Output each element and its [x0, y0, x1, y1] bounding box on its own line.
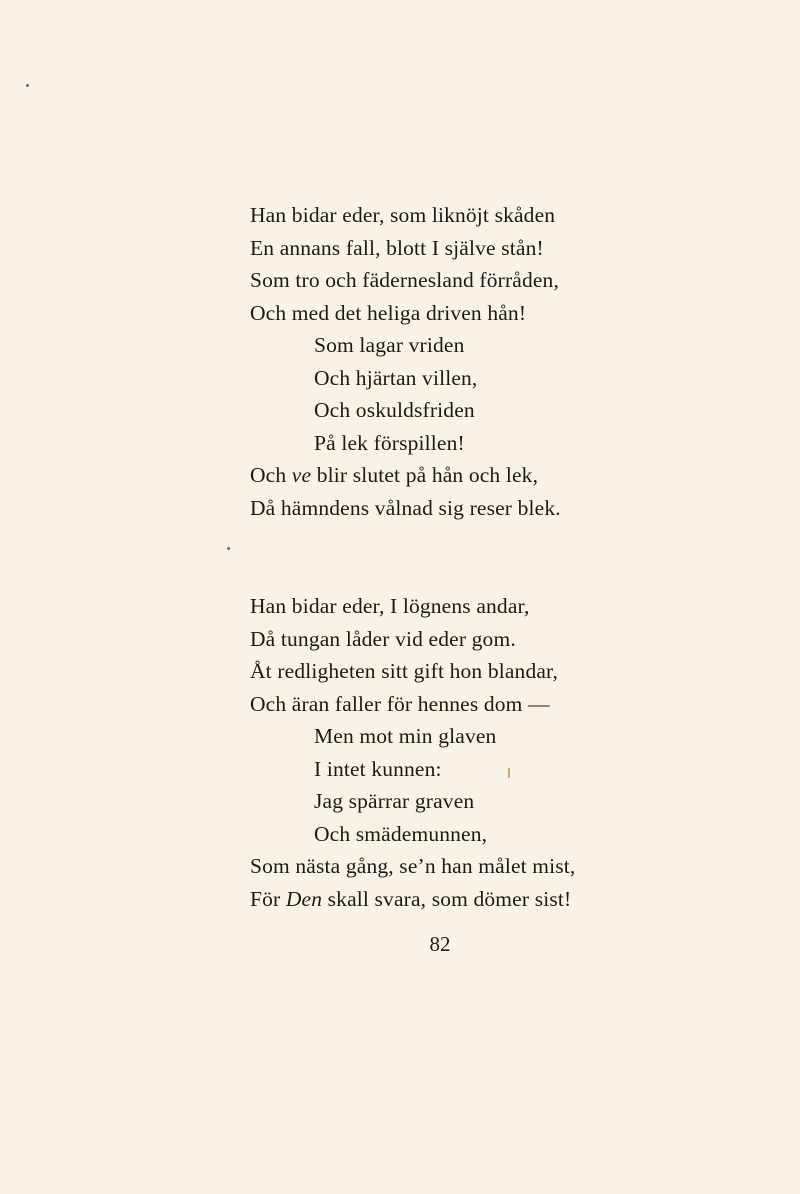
poem-line: Och äran faller för hennes dom —: [250, 691, 550, 716]
stanza-1: [250, 199, 770, 524]
poem-line: Jag spärrar graven: [314, 789, 475, 813]
poem-line: Han bidar eder, som liknöjt skåden: [250, 203, 556, 227]
poem-line: [250, 459, 770, 492]
poem-line: Och oskuldsfriden: [314, 398, 475, 422]
emphasized-word: ve: [291, 463, 312, 487]
poem-line: Som lagar vriden: [314, 333, 465, 357]
poem-line: I intet kunnen:: [314, 756, 442, 781]
stanza-2: [250, 590, 770, 915]
poem-line: Han bidar eder, I lögnens andar,: [250, 594, 530, 618]
paper-speck: [26, 84, 29, 87]
poem-line: Då hämndens vålnad sig reser blek.: [250, 495, 561, 520]
line-text: blir slutet på hån och lek,: [311, 463, 539, 487]
line-text: Och: [250, 463, 292, 487]
poem-line: Då tungan låder vid eder gom.: [250, 626, 516, 651]
poem-line: Som tro och fädernesland förråden,: [250, 268, 559, 292]
poem-line: Åt redligheten sitt gift hon blandar,: [250, 659, 559, 683]
line-text: För: [250, 886, 286, 911]
poem-line: [250, 883, 770, 916]
poem-line: Men mot min glaven: [314, 724, 497, 748]
page-number: 82: [429, 932, 451, 956]
poem-line: Och med det heliga driven hån!: [250, 300, 527, 325]
poem-line: På lek förspillen!: [314, 430, 465, 455]
paper-speck: [227, 547, 230, 550]
poem-line: Som nästa gång, se’n han målet mist,: [250, 854, 576, 878]
line-text: skall svara, som dömer sist!: [322, 886, 572, 911]
poem-line: Och hjärtan villen,: [314, 365, 478, 390]
poem-line: Och smädemunnen,: [314, 821, 488, 846]
emphasized-word: Den: [285, 886, 323, 911]
poem-line: En annans fall, blott I själve stån!: [250, 235, 544, 260]
